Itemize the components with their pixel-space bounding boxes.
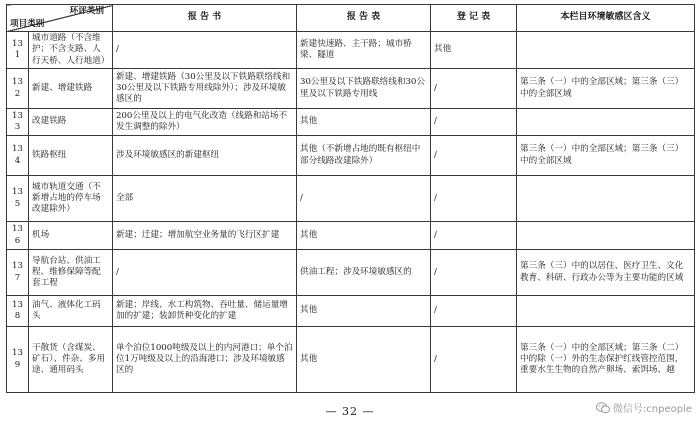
row-report-form: 30公里及以下铁路联络线和30公里及以下铁路专用线	[297, 69, 431, 109]
row-report-form: 其他	[297, 296, 431, 327]
watermark	[596, 400, 692, 415]
row-number: 136	[7, 222, 29, 250]
table-row	[7, 32, 695, 69]
table-row	[7, 69, 695, 109]
row-category: 城市轨道交通（不新增占地的停车场改建除外）	[29, 176, 113, 222]
header-report-book: 报 告 书	[113, 5, 297, 32]
row-number: 138	[7, 296, 29, 327]
table-row	[7, 327, 695, 393]
row-registration: /	[431, 136, 517, 176]
table-row	[7, 136, 695, 176]
row-number: 139	[7, 327, 29, 393]
row-registration: 其他	[431, 32, 517, 69]
row-registration: /	[431, 176, 517, 222]
row-registration: /	[431, 69, 517, 109]
row-category: 机场	[29, 222, 113, 250]
row-report-form: 其他	[297, 222, 431, 250]
diag-header-bottom: 项目类别	[10, 18, 45, 29]
diag-header-top: 环评类别	[69, 6, 104, 16]
row-number: 135	[7, 176, 29, 222]
row-category: 油气、液体化工码头	[29, 296, 113, 327]
row-report-book: /	[113, 250, 297, 296]
regulation-table-sheet	[6, 4, 694, 393]
row-report-form: 其他	[297, 327, 431, 393]
row-number: 134	[7, 136, 29, 176]
watermark-text: 微信号:cnpeople	[612, 404, 692, 415]
row-registration: /	[431, 327, 517, 393]
row-registration: /	[431, 109, 517, 136]
row-registration: /	[431, 250, 517, 296]
header-report-form: 报 告 表	[297, 5, 431, 32]
row-report-book: 单个泊位1000吨级及以上的内河港口；单个泊位1万吨级及以上的沿海港口；涉及环境敏感区的	[113, 327, 297, 393]
row-number: 131	[7, 32, 29, 69]
row-category: 导航台站、供油工程、维修保障等配套工程	[29, 250, 113, 296]
row-sensitive-area: 第三条（一）中的全部区域；第三条（三）中的全部区域	[517, 69, 695, 109]
table-row	[7, 109, 695, 136]
table-row	[7, 176, 695, 222]
row-category: 干散货（含煤炭、矿石）、件杂、多用途、通用码头	[29, 327, 113, 393]
row-sensitive-area	[517, 32, 695, 69]
row-category: 铁路枢纽	[29, 136, 113, 176]
row-report-book: 新建、增建铁路（30公里及以下铁路联络线和30公里及以下铁路专用线除外）；涉及环境敏感区的	[113, 69, 297, 109]
row-sensitive-area	[517, 222, 695, 250]
row-number: 137	[7, 250, 29, 296]
eia-classification-table	[6, 4, 695, 393]
table-row	[7, 222, 695, 250]
row-report-form: 供油工程；涉及环境敏感区的	[297, 250, 431, 296]
row-category: 城市道路（不含维护；不含支路、人行天桥、人行地道）	[29, 32, 113, 69]
row-sensitive-area	[517, 296, 695, 327]
row-report-form: 其他（不新增占地的既有枢纽中部分线路改建除外）	[297, 136, 431, 176]
row-report-book: 全部	[113, 176, 297, 222]
diagonal-header-cell	[7, 5, 113, 32]
header-sensitive-area: 本栏目环境敏感区含义	[517, 5, 695, 32]
row-sensitive-area: 第三条（三）中的以居住、医疗卫生、文化教育、科研、行政办公等为主要功能的区域	[517, 250, 695, 296]
row-report-book: 新建；迁建；增加航空业务量的飞行区扩建	[113, 222, 297, 250]
row-sensitive-area	[517, 109, 695, 136]
table-header-row	[7, 5, 695, 32]
row-report-book: 200公里及以上的电气化改造（线路和站场不发生调整的除外）	[113, 109, 297, 136]
row-report-book: /	[113, 32, 297, 69]
row-registration: /	[431, 222, 517, 250]
row-category: 新建、增建铁路	[29, 69, 113, 109]
wechat-icon	[596, 402, 610, 414]
row-report-book: 新建；岸线、水工构筑物、吞吐量、储运量增加的扩建；装卸货种变化的扩建	[113, 296, 297, 327]
row-number: 133	[7, 109, 29, 136]
page-number: — 32 —	[325, 405, 375, 418]
row-report-form: 其他	[297, 109, 431, 136]
row-registration: /	[431, 296, 517, 327]
row-sensitive-area: 第三条（一）中的全部区域；第三条（二）中的除（一）外的生态保护红线管控范围，重要水生生物的自然产卵场、索饵场、越	[517, 327, 695, 393]
row-category: 改建铁路	[29, 109, 113, 136]
row-report-form: 新建快速路、主干路；城市桥梁、隧道	[297, 32, 431, 69]
row-report-book: 涉及环境敏感区的新建枢纽	[113, 136, 297, 176]
row-report-form: /	[297, 176, 431, 222]
row-number: 132	[7, 69, 29, 109]
row-sensitive-area: 第三条（一）中的全部区域；第三条（三）中的全部区域	[517, 136, 695, 176]
row-sensitive-area	[517, 176, 695, 222]
header-registration: 登 记 表	[431, 5, 517, 32]
table-row	[7, 296, 695, 327]
table-row	[7, 250, 695, 296]
